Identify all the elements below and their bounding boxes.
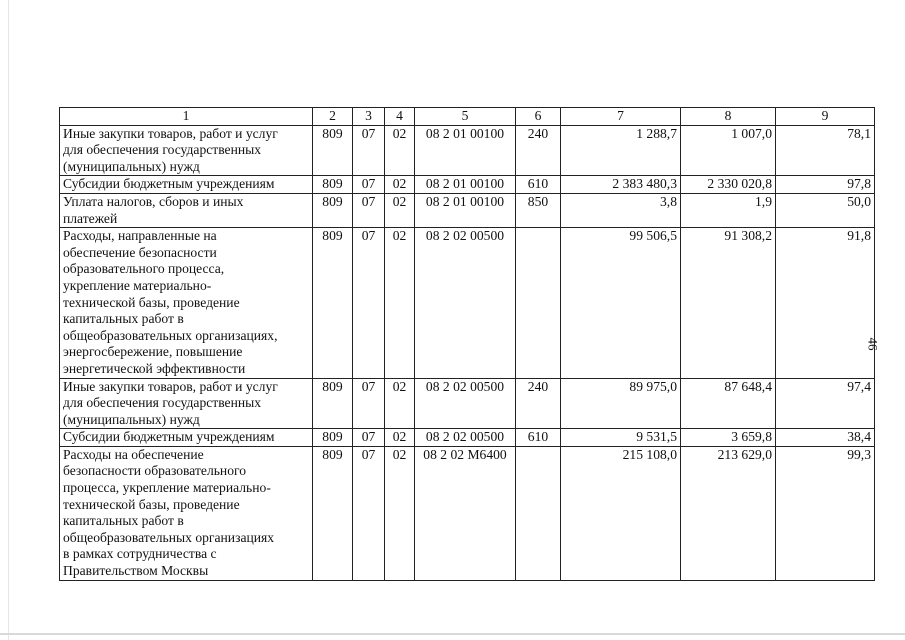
table-row: [60, 125, 875, 176]
target-item-cell: 08 2 02 00500: [415, 378, 516, 429]
column-header: 4: [385, 108, 415, 126]
actual-amount-cell: 2 330 020,8: [681, 176, 776, 194]
target-item-cell: 08 2 02 00500: [415, 228, 516, 378]
execution-percent-cell: 97,8: [776, 176, 875, 194]
actual-amount-cell: 91 308,2: [681, 228, 776, 378]
section-code-cell: 07: [353, 446, 385, 580]
column-header: 3: [353, 108, 385, 126]
section-code-cell: 07: [353, 429, 385, 447]
ministry-code-cell: 809: [313, 176, 353, 194]
ministry-code-cell: 809: [313, 378, 353, 429]
subsection-code-cell: 02: [385, 378, 415, 429]
table-row: [60, 193, 875, 227]
section-code-cell: 07: [353, 125, 385, 176]
execution-percent-cell: 99,3: [776, 446, 875, 580]
target-item-cell: 08 2 01 00100: [415, 176, 516, 194]
section-code-cell: 07: [353, 378, 385, 429]
row-name-cell: Субсидии бюджетным учреждениям: [60, 176, 313, 194]
subsection-code-cell: 02: [385, 176, 415, 194]
section-code-cell: 07: [353, 228, 385, 378]
column-header: 8: [681, 108, 776, 126]
column-header: 2: [313, 108, 353, 126]
table-row: [60, 429, 875, 447]
subsection-code-cell: 02: [385, 193, 415, 227]
ministry-code-cell: 809: [313, 125, 353, 176]
expense-type-cell: 610: [516, 429, 561, 447]
target-item-cell: 08 2 01 00100: [415, 193, 516, 227]
plan-amount-cell: 99 506,5: [561, 228, 681, 378]
execution-percent-cell: 97,4: [776, 378, 875, 429]
budget-table-body: [60, 108, 875, 581]
subsection-code-cell: 02: [385, 228, 415, 378]
expense-type-cell: [516, 446, 561, 580]
section-code-cell: 07: [353, 176, 385, 194]
plan-amount-cell: 3,8: [561, 193, 681, 227]
row-name-cell: Расходы, направленные на обеспечение безопасности образовательного процесса, укрепление материально- технической базы, проведение капитальных работ в общеобразовательных организациях, энергосбережение, повышение энергетической эффективности: [60, 228, 313, 378]
row-name-cell: Расходы на обеспечение безопасности образовательного процесса, укрепление материально- технической базы, проведение капитальных работ в общеобразовательных организациях в рамках сотрудничества с Правительством Москвы: [60, 446, 313, 580]
column-header: 9: [776, 108, 875, 126]
table-row: [60, 176, 875, 194]
execution-percent-cell: 78,1: [776, 125, 875, 176]
row-name-cell: Субсидии бюджетным учреждениям: [60, 429, 313, 447]
actual-amount-cell: 3 659,8: [681, 429, 776, 447]
column-header: 1: [60, 108, 313, 126]
row-name-cell: Иные закупки товаров, работ и услуг для обеспечения государственных (муниципальных) нужд: [60, 378, 313, 429]
actual-amount-cell: 1,9: [681, 193, 776, 227]
target-item-cell: 08 2 02 00500: [415, 429, 516, 447]
column-header: 5: [415, 108, 516, 126]
plan-amount-cell: 215 108,0: [561, 446, 681, 580]
actual-amount-cell: 87 648,4: [681, 378, 776, 429]
row-name-cell: Иные закупки товаров, работ и услуг для обеспечения государственных (муниципальных) нужд: [60, 125, 313, 176]
scan-edge-bottom: [0, 633, 905, 635]
ministry-code-cell: 809: [313, 228, 353, 378]
expense-type-cell: 240: [516, 125, 561, 176]
expense-type-cell: 610: [516, 176, 561, 194]
budget-table: [59, 107, 875, 581]
ministry-code-cell: 809: [313, 446, 353, 580]
plan-amount-cell: 2 383 480,3: [561, 176, 681, 194]
subsection-code-cell: 02: [385, 125, 415, 176]
table-row: [60, 228, 875, 378]
plan-amount-cell: 1 288,7: [561, 125, 681, 176]
column-header: 6: [516, 108, 561, 126]
ministry-code-cell: 809: [313, 193, 353, 227]
expense-type-cell: 240: [516, 378, 561, 429]
column-header: 7: [561, 108, 681, 126]
table-row: [60, 378, 875, 429]
execution-percent-cell: 38,4: [776, 429, 875, 447]
subsection-code-cell: 02: [385, 429, 415, 447]
row-name-cell: Уплата налогов, сборов и иных платежей: [60, 193, 313, 227]
expense-type-cell: [516, 228, 561, 378]
plan-amount-cell: 9 531,5: [561, 429, 681, 447]
actual-amount-cell: 213 629,0: [681, 446, 776, 580]
execution-percent-cell: 50,0: [776, 193, 875, 227]
ministry-code-cell: 809: [313, 429, 353, 447]
section-code-cell: 07: [353, 193, 385, 227]
scan-edge-left: [8, 0, 9, 640]
table-row: [60, 446, 875, 580]
subsection-code-cell: 02: [385, 446, 415, 580]
execution-percent-cell: 91,8: [776, 228, 875, 378]
plan-amount-cell: 89 975,0: [561, 378, 681, 429]
expense-type-cell: 850: [516, 193, 561, 227]
actual-amount-cell: 1 007,0: [681, 125, 776, 176]
target-item-cell: 08 2 02 М6400: [415, 446, 516, 580]
page-number: 46: [865, 337, 881, 351]
target-item-cell: 08 2 01 00100: [415, 125, 516, 176]
table-header-row: [60, 108, 875, 126]
